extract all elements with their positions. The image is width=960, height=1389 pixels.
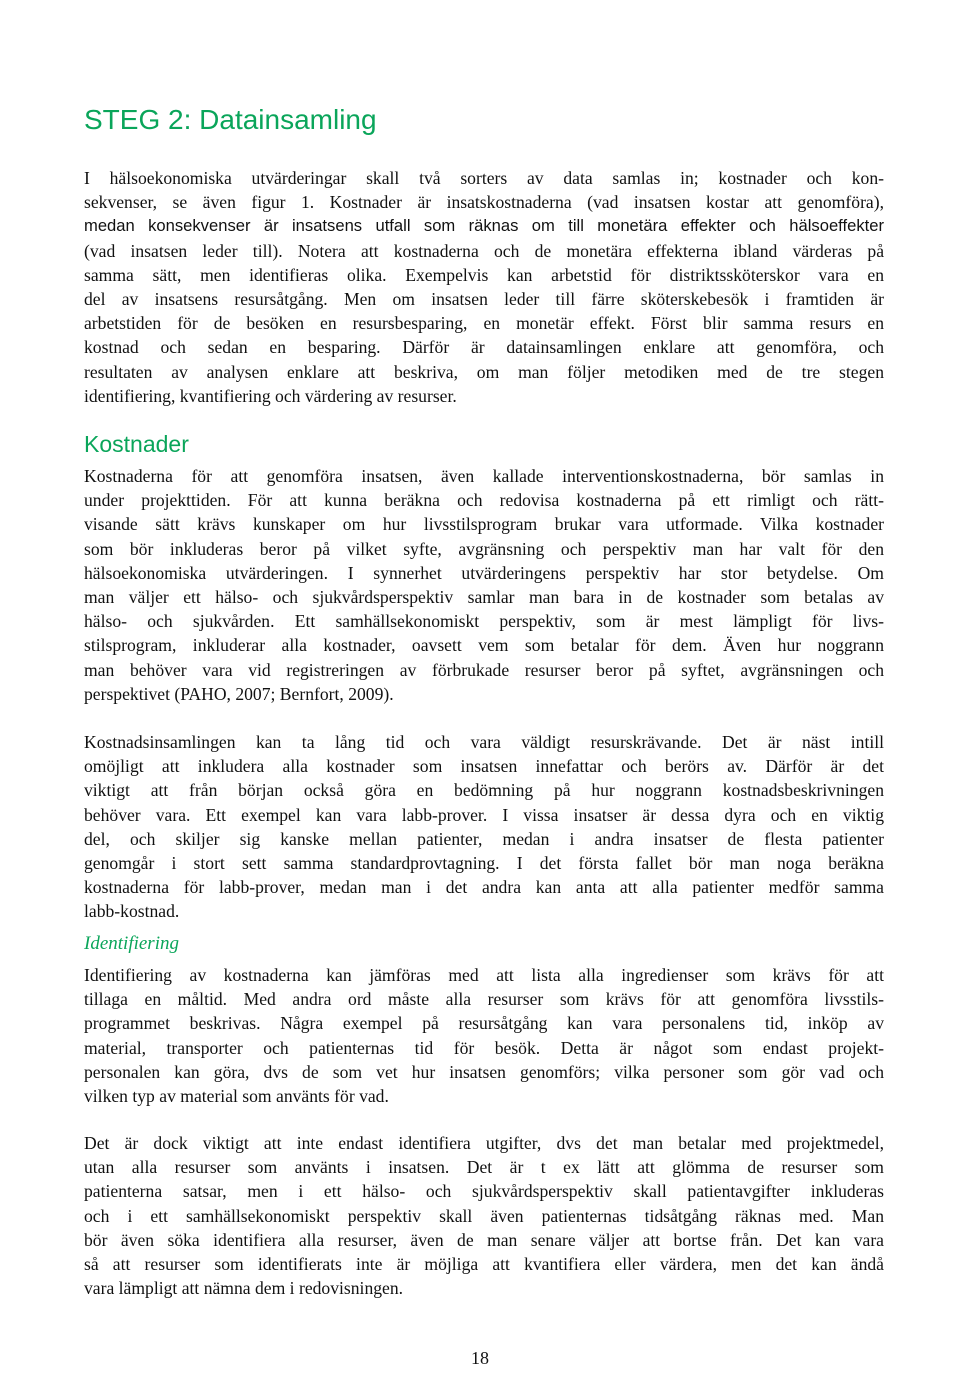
paragraph-line: material, transporter och patienternas tid för besök. Detta är något som endast projekt- <box>84 1037 884 1058</box>
kostnader-paragraph-1 <box>84 464 884 706</box>
kostnader-paragraph-2 <box>84 730 884 924</box>
paragraph-line: del, och skiljer sig kanske mellan patienter, medan i andra insatser de flesta patienter <box>84 828 884 849</box>
section-heading-kostnader: Kostnader <box>84 431 189 457</box>
paragraph-line: arbetstiden för de besöken en resursbesparing, en monetär effekt. Först blir samma resurs en <box>84 313 884 334</box>
paragraph-line: och i ett samhällsekonomiskt perspektiv skall även patienternas tidsåtgång räknas med. Man <box>84 1205 884 1226</box>
paragraph-line: personalen kan göra, dvs de som vet hur insatsen genomförs; vilka personer som gör vad och <box>84 1061 884 1082</box>
paragraph-line: resultaten av analysen enklare att beskriva, om man följer metodiken med de tre stegen <box>84 361 884 382</box>
paragraph-line: man väljer ett hälso- och sjukvårdsperspektiv samlar man bara in de kostnader som betalas av <box>84 587 884 608</box>
paragraph-line: sekvenser, se även figur 1. Kostnader är insatskostnaderna (vad insatsen kostar att genomföra), <box>84 192 884 213</box>
paragraph-line: medan konsekvenser är insatsens utfall som räknas om till monetära effekter och hälsoeffekter <box>84 216 884 236</box>
paragraph-line: Kostnaderna för att genomföra insatsen, även kallade interventionskostnaderna, bör samlas in <box>84 466 884 486</box>
paragraph-line: perspektivet (PAHO, 2007; Bernfort, 2009). <box>84 683 394 704</box>
identifiering-paragraph-2 <box>84 1131 884 1300</box>
page-heading: STEG 2: Datainsamling <box>84 104 377 135</box>
paragraph-line: Kostnadsinsamlingen kan ta lång tid och vara väldigt resurskrävande. Det är näst intill <box>84 732 884 752</box>
paragraph-line: så att resurser som identifierats inte är möjliga att kvantifiera eller värdera, men det kan ändå <box>84 1254 884 1275</box>
paragraph-line: som bör inkluderas beror på vilket syfte, avgränsning och perspektiv man har valt för den <box>84 538 884 559</box>
paragraph-line: utan alla resurser som använts i insatsen. Det är t ex lätt att glömma de resurser som <box>84 1157 884 1178</box>
paragraph-line: kostnad och sedan en besparing. Därför är datainsamlingen enklare att genomföra, och <box>84 337 884 358</box>
section-heading-identifiering: Identifiering <box>84 933 179 954</box>
paragraph-line: kostnaderna för labb-prover, medan man i det andra kan anta att alla patienter medför samma <box>84 877 884 898</box>
paragraph-line: samma sätt, men identifieras olika. Exempelvis kan arbetstid för distriktssköterskor vara en <box>84 264 884 285</box>
paragraph-line: hälso- och sjukvården. Ett samhällsekonomiskt perspektiv, som är mest lämpligt för livs- <box>84 611 884 632</box>
page-number: 18 <box>471 1348 489 1368</box>
paragraph-line: stilsprogram, inkluderar alla kostnader, oavsett vem som betalar för dem. Även hur noggrann <box>84 635 884 656</box>
paragraph-line: man behöver vara vid registreringen av förbrukade resurser beror på syftet, avgränsningen och <box>84 659 884 680</box>
paragraph-line: vilken typ av material som använts för vad. <box>84 1086 389 1107</box>
paragraph-line: visande sätt krävs kunskaper om hur livsstilsprogram brukar vara utformade. Vilka kostnader <box>84 514 884 535</box>
intro-paragraph <box>84 166 884 408</box>
paragraph-line: under projekttiden. För att kunna beräkna och redovisa kostnaderna på ett rimligt och rätt- <box>84 490 884 511</box>
paragraph-line: viktigt att från början också göra en bedömning på hur noggrann kostnadsbeskrivningen <box>84 780 884 801</box>
paragraph-line: del av insatsens resursåtgång. Men om insatsen leder till färre sköterskebesök i framtiden är <box>84 289 884 310</box>
paragraph-line: Det är dock viktigt att inte endast identifiera utgifter, dvs det man betalar med projektmedel, <box>84 1133 884 1153</box>
paragraph-line: identifiering, kvantifiering och värdering av resurser. <box>84 385 457 406</box>
paragraph-line: patienterna satsar, men i ett hälso- och sjukvårdsperspektiv skall patientavgifter inkluderas <box>84 1181 884 1202</box>
paragraph-line: genomgår i stort sett samma standardprovtagning. I det första fallet bör man noga beräkna <box>84 853 884 874</box>
paragraph-line: behöver vara. Ett exempel kan vara labb-prover. I vissa insatser är dessa dyra och en viktig <box>84 804 884 825</box>
paragraph-line: bör även söka identifiera alla resurser, även de man senare väljer att bortse från. Det kan vara <box>84 1229 884 1250</box>
paragraph-line: vara lämpligt att nämna dem i redovisningen. <box>84 1278 404 1299</box>
paragraph-line: programmet beskrivas. Några exempel på resursåtgång kan vara personalens tid, inköp av <box>84 1013 884 1034</box>
paragraph-line: omöjligt att inkludera alla kostnader som insatsen innefattar och berörs av. Därför är det <box>84 756 884 777</box>
identifiering-paragraph-1 <box>84 963 884 1108</box>
paragraph-line: labb-kostnad. <box>84 901 180 922</box>
paragraph-line: hälsoekonomiska utvärderingen. I synnerhet utvärderingens perspektiv har stor betydelse. Om <box>84 562 884 583</box>
paragraph-line: tillaga en måltid. Med andra ord måste alla resurser som krävs för att genomföra livsstils- <box>84 989 884 1010</box>
paragraph-line: I hälsoekonomiska utvärderingar skall två sorters av data samlas in; kostnader och kon- <box>84 168 884 188</box>
paragraph-line: (vad insatsen leder till). Notera att kostnaderna och de monetära effekterna ibland värderas på <box>84 240 884 261</box>
paragraph-line: Identifiering av kostnaderna kan jämföras med att lista alla ingredienser som krävs för att <box>84 965 884 985</box>
